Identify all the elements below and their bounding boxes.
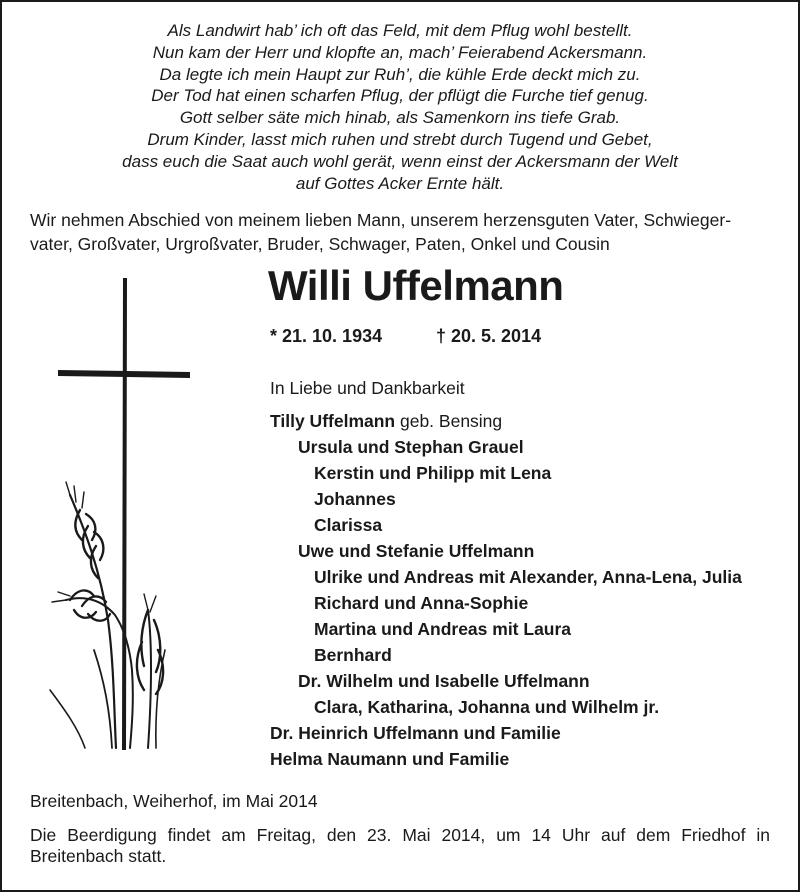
poem: [20, 20, 780, 194]
poem-line: Gott selber säte mich hinab, als Samenkorn ins tiefe Grab.: [179, 108, 621, 128]
death-date: † 20. 5. 2014: [436, 326, 542, 346]
deceased-name: Willi Uffelmann: [268, 262, 564, 309]
mourner: Ursula und Stephan Grauel: [298, 437, 524, 457]
intro-line: vater, Großvater, Urgroßvater, Bruder, Schwager, Paten, Onkel und Cousin: [30, 234, 610, 254]
mourner: Tilly Uffelmann geb. Bensing: [270, 411, 503, 431]
intro-text: [30, 208, 770, 256]
cross-and-wheat: [30, 270, 230, 770]
love-line: In Liebe und Dankbarkeit: [270, 378, 465, 398]
mourner: Clara, Katharina, Johanna und Wilhelm jr.: [314, 697, 660, 717]
poem-line: dass euch die Saat auch wohl gerät, wenn einst der Ackersmann der Welt: [122, 151, 678, 171]
poem-line: Als Landwirt hab’ ich oft das Feld, mit dem Pflug wohl bestellt.: [167, 21, 633, 40]
poem-line: Der Tod hat einen scharfen Pflug, der pflügt die Furche tief genug.: [151, 86, 649, 106]
mourner: Richard und Anna-Sophie: [314, 593, 529, 613]
mourner: Johannes: [314, 489, 396, 509]
mourner: Uwe und Stefanie Uffelmann: [298, 541, 535, 561]
poem-line: Nun kam der Herr und klopfte an, mach’ Feierabend Ackersmann.: [152, 42, 648, 62]
mourner: Clarissa: [314, 515, 383, 535]
mourner: Dr. Heinrich Uffelmann und Familie: [270, 723, 561, 743]
mourner: Martina und Andreas mit Laura: [314, 619, 572, 639]
funeral-line: Die Beerdigung findet am Freitag, den 23. Mai 2014, um 14 Uhr auf dem Friedhof in: [30, 825, 770, 845]
mourner: Bernhard: [314, 645, 392, 665]
place-date: Breitenbach, Weiherhof, im Mai 2014: [30, 791, 318, 811]
wheat-icon: [50, 482, 165, 748]
mourner: Helma Naumann und Familie: [270, 749, 510, 769]
mourner: Kerstin und Philipp mit Lena: [314, 463, 552, 483]
mourner: Dr. Wilhelm und Isabelle Uffelmann: [298, 671, 590, 691]
poem-line: Drum Kinder, lasst mich ruhen und strebt durch Tugend und Gebet,: [147, 129, 653, 149]
poem-line: auf Gottes Acker Ernte hält.: [295, 173, 505, 193]
funeral-line: Breitenbach statt.: [30, 846, 167, 866]
funeral-notice: [30, 825, 770, 867]
mourner: Ulrike und Andreas mit Alexander, Anna-Lena, Julia: [314, 567, 742, 587]
birth-date: * 21. 10. 1934: [270, 326, 383, 346]
intro-line: Wir nehmen Abschied von meinem lieben Mann, unserem herzensguten Vater, Schwieger-: [30, 210, 732, 230]
poem-line: Da legte ich mein Haupt zur Ruh’, die kühle Erde deckt mich zu.: [159, 64, 641, 84]
